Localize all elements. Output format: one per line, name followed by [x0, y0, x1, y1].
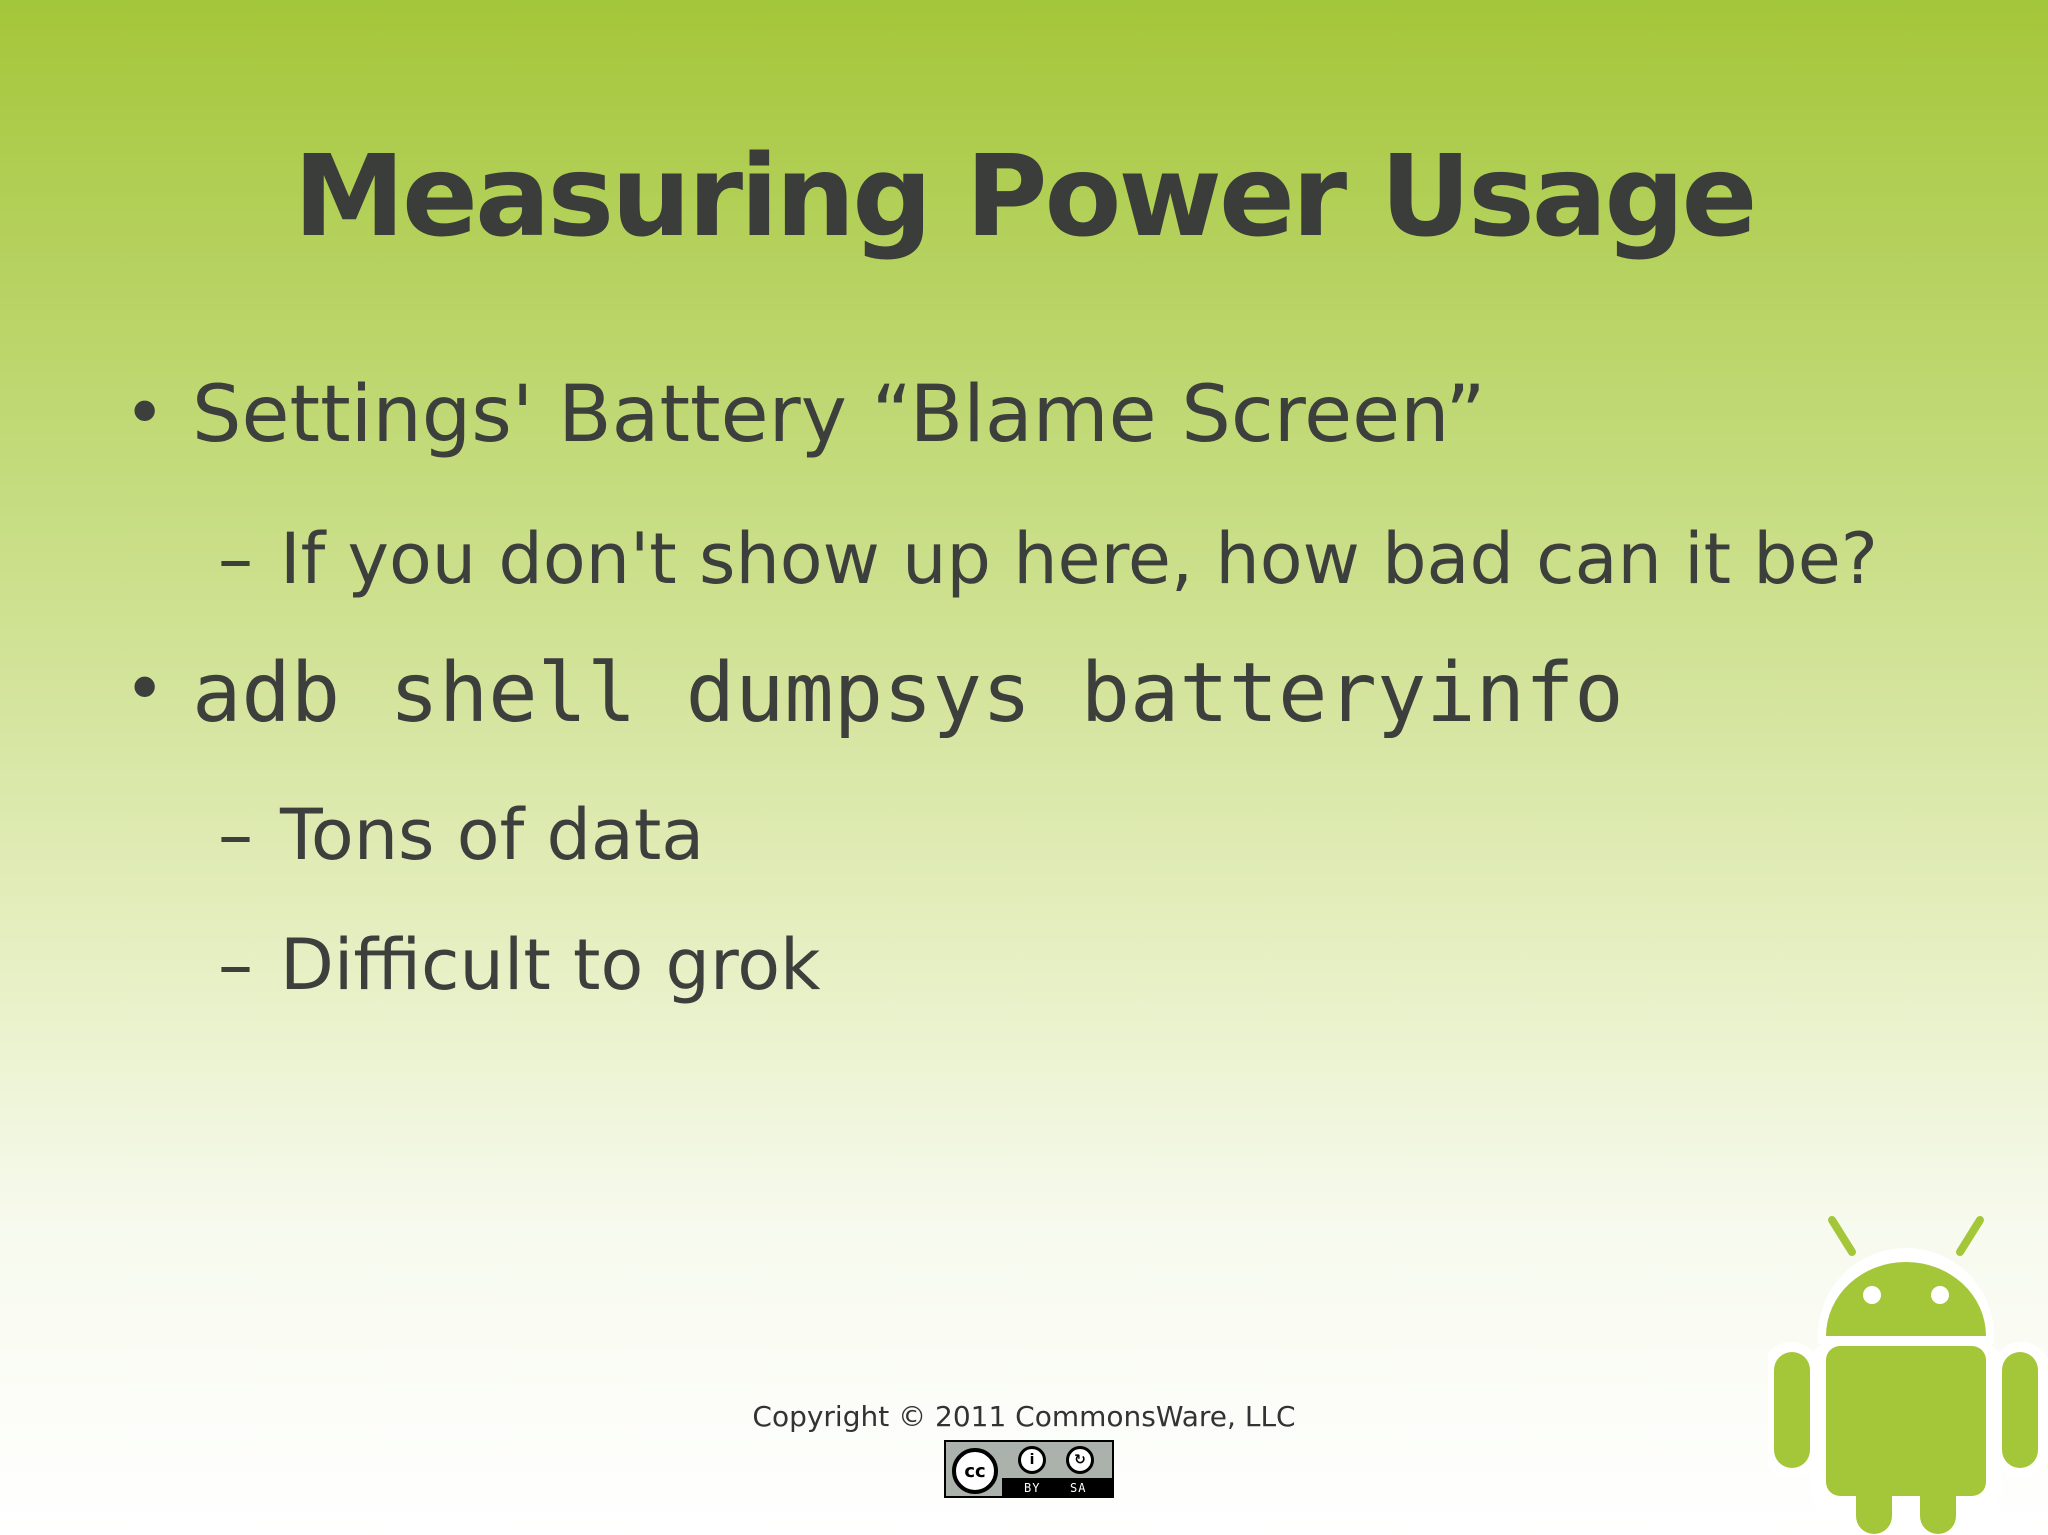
creative-commons-by-sa-icon [944, 1440, 1114, 1498]
copyright-footer: Copyright © 2011 CommonsWare, LLC [752, 1400, 1296, 1433]
license-by-label: BY [1024, 1481, 1041, 1495]
sub-bullet-item-2 [218, 794, 704, 876]
bullet-command-text: adb shell dumpsys batteryinfo [192, 646, 1624, 741]
license-sa-label: SA [1070, 1481, 1087, 1495]
bullet-marker: • [124, 648, 166, 730]
android-robot-icon [1768, 1200, 2048, 1535]
dash-marker: – [218, 924, 253, 1006]
share-alike-icon: ↻ [1066, 1446, 1094, 1474]
dash-marker: – [218, 518, 253, 600]
sub-bullet-text: If you don't show up here, how bad can it be? [280, 518, 1878, 600]
bullet-item-2 [124, 646, 1624, 741]
cc-logo-icon: cc [952, 1448, 998, 1494]
bullet-text: Settings' Battery “Blame Screen” [192, 370, 1486, 460]
license-strip [1002, 1478, 1112, 1496]
sub-bullet-text: Tons of data [280, 794, 705, 876]
sub-bullet-item-3 [218, 924, 821, 1006]
bullet-item-1 [124, 370, 1486, 460]
bullet-marker: • [124, 372, 166, 454]
slide-title: Measuring Power Usage [293, 132, 1755, 262]
sub-bullet-text: Difficult to grok [280, 924, 821, 1006]
dash-marker: – [218, 794, 253, 876]
sub-bullet-item-1 [218, 518, 1878, 600]
attribution-icon: i [1018, 1446, 1046, 1474]
